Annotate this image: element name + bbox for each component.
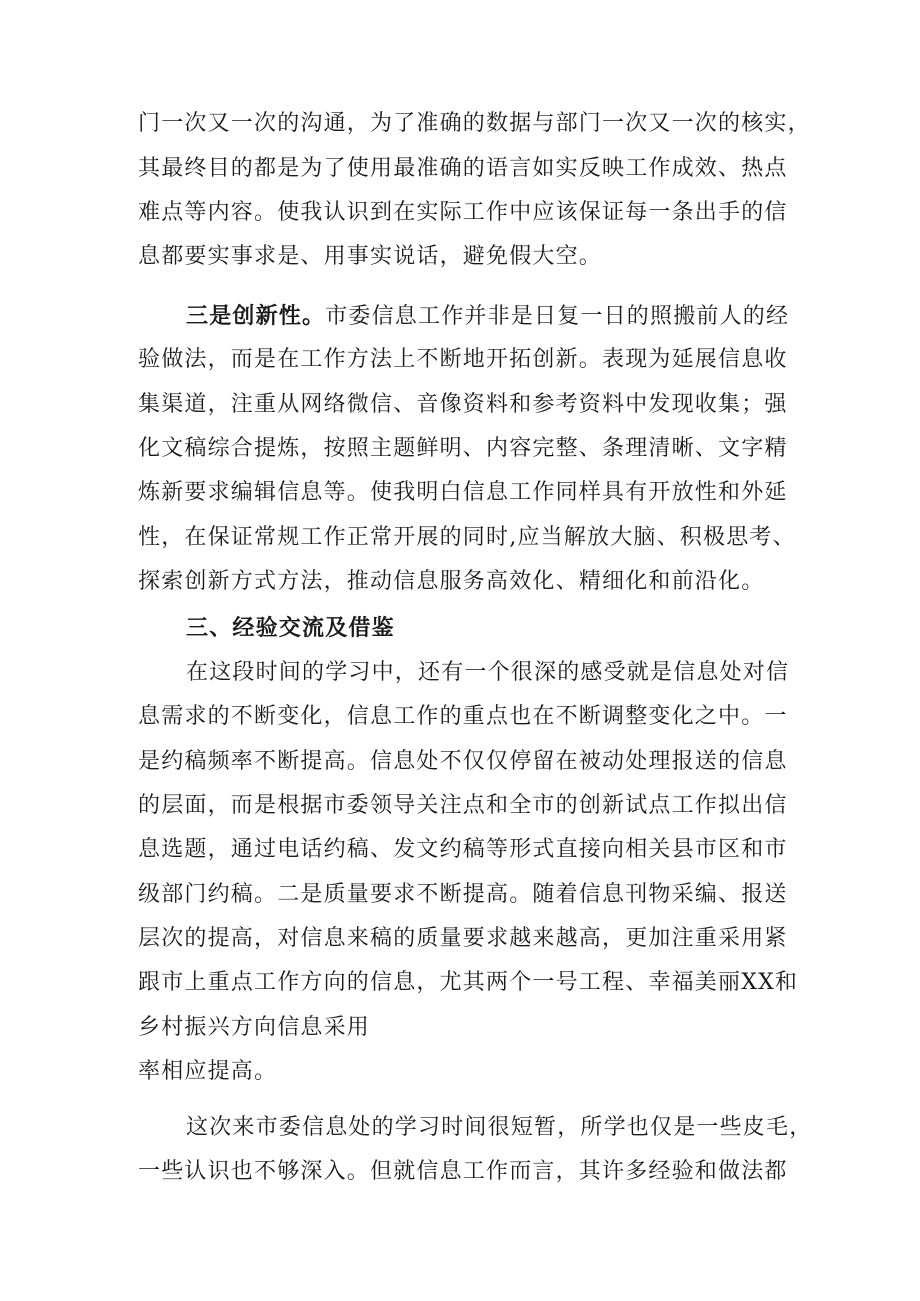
paragraph-line: 跟市上重点工作方向的信息，尤其两个一号工程、幸福美丽XX和 [138, 970, 799, 995]
paragraph-line-innovation [186, 298, 866, 334]
paragraph-line: 验做法，而是在工作方法上不断地开拓创新。表现为延展信息收 [138, 347, 788, 372]
paragraph-line: 率相应提高。 [138, 1059, 278, 1084]
section-heading: 三、经验交流及借鉴 [186, 615, 395, 641]
paragraph-line: 息都要实事求是、用事实说话，避免假大空。 [138, 244, 603, 269]
paragraph-text: 市委信息工作并非是日复一日的照搬前人的经 [325, 304, 790, 329]
paragraph-line: 一些认识也不够深入。但就信息工作而言，其许多经验和做法都 [138, 1159, 788, 1184]
paragraph-line: 乡村振兴方向信息采用 [138, 1015, 371, 1040]
paragraph-line: 在这段时间的学习中，还有一个很深的感受就是信息处对信 [186, 660, 790, 685]
paragraph-line: 化文稿综合提炼，按照主题鲜明、内容完整、条理清晰、文字精 [138, 436, 788, 461]
paragraph-line: 集渠道，注重从网络微信、音像资料和参考资料中发现收集；强 [138, 392, 788, 417]
paragraph-line: 这次来市委信息处的学习时间很短暂，所学也仅是一些皮毛， [186, 1115, 813, 1140]
paragraph-line: 探索创新方式方法，推动信息服务高效化、精细化和前沿化。 [138, 569, 765, 594]
paragraph-line: 性，在保证常规工作正常开展的同时,应当解放大脑、积极思考、 [138, 525, 796, 550]
paragraph-line: 是约稿频率不断提高。信息处不仅仅停留在被动处理报送的信息 [138, 749, 788, 774]
paragraph-line: 难点等内容。使我认识到在实际工作中应该保证每一条出手的信 [138, 200, 788, 225]
paragraph-line: 息需求的不断变化，信息工作的重点也在不断调整变化之中。一 [138, 704, 788, 729]
section-lead-innovation: 三是创新性。 [186, 303, 326, 329]
paragraph-line: 的层面，而是根据市委领导关注点和全市的创新试点工作拟出信 [138, 793, 788, 818]
paragraph-line: 级部门约稿。二是质量要求不断提高。随着信息刊物采编、报送 [138, 882, 788, 907]
paragraph-line: 门一次又一次的沟通，为了准确的数据与部门一次又一次的核实， [138, 111, 811, 136]
paragraph-line: 层次的提高，对信息来稿的质量要求越来越高，更加注重采用紧 [138, 926, 788, 951]
paragraph-line: 炼新要求编辑信息等。使我明白信息工作同样具有开放性和外延 [138, 480, 788, 505]
paragraph-line: 息选题，通过电话约稿、发文约稿等形式直接向相关县市区和市 [138, 837, 788, 862]
paragraph-line: 其最终目的都是为了使用最准确的语言如实反映工作成效、热点 [138, 156, 788, 181]
